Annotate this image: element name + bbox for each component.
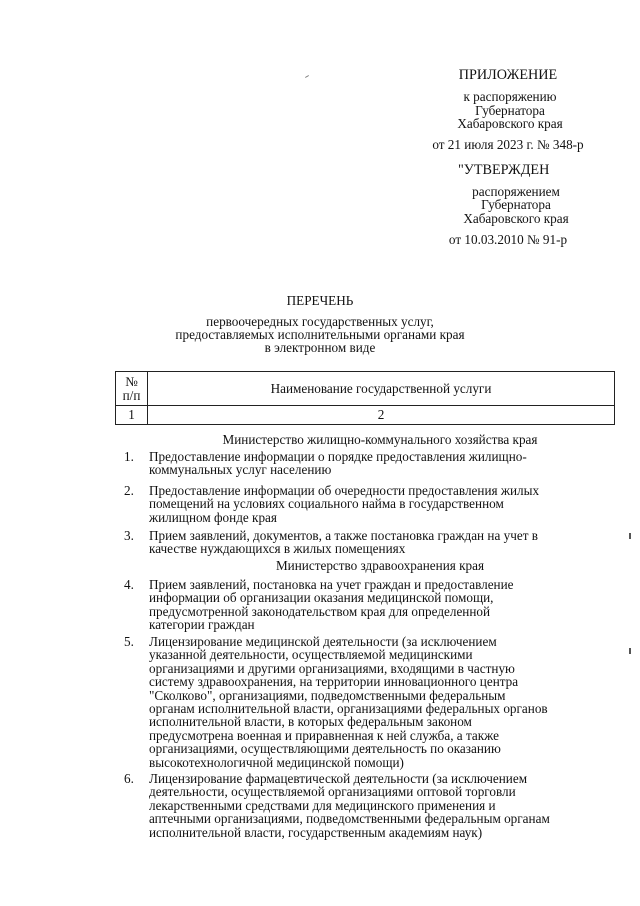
appendix-line: Хабаровского края bbox=[457, 116, 563, 131]
item-line: Предоставление информации об очередности предоставления жилых bbox=[149, 483, 540, 498]
col-number-header bbox=[116, 372, 148, 406]
item-text bbox=[149, 450, 614, 477]
section-heading: Министерство жилищно-коммунального хозяйства края bbox=[222, 432, 538, 447]
scan-mark bbox=[629, 533, 631, 539]
approved-line: распоряжением bbox=[472, 184, 560, 199]
item-line: организациями, осуществляющими деятельность по оказанию bbox=[149, 741, 501, 757]
document-title: ПЕРЕЧЕНЬ bbox=[286, 293, 354, 308]
appendix-date: от 21 июля 2023 г. № 348-р bbox=[432, 137, 584, 152]
item-line: систему здравоохранения, на территории инновационного центра bbox=[149, 674, 519, 690]
item-number: 6. bbox=[124, 771, 134, 786]
item-line: исполнительной власти, в которых федеральным законом bbox=[149, 714, 472, 730]
item-line: качестве нуждающихся в жилых помещениях bbox=[149, 541, 406, 557]
document-subtitle-line: первоочередных государственных услуг, bbox=[206, 314, 434, 329]
item-line: жилищном фонде края bbox=[149, 509, 277, 525]
item-line: организациями и другими организациями, входящими в частную bbox=[149, 660, 515, 676]
item-text bbox=[149, 484, 614, 524]
section-heading: Министерство здравоохранения края bbox=[275, 558, 485, 573]
appendix-line: к распоряжению bbox=[463, 89, 557, 104]
item-line: "Сколково", организациями, подведомственными федеральным bbox=[149, 687, 506, 703]
item-line: аптечными организациями, подведомственными федеральным органам bbox=[149, 811, 550, 827]
document-subtitle-line: предоставляемых исполнительными органами края bbox=[175, 327, 465, 342]
item-line: коммунальных услуг населению bbox=[149, 462, 332, 478]
item-number: 1. bbox=[124, 449, 134, 464]
item-line: Лицензирование медицинской деятельности (за исключением bbox=[149, 634, 497, 649]
item-line: Прием заявлений, постановка на учет граждан и предоставление bbox=[149, 577, 514, 592]
services-table-header bbox=[115, 371, 615, 425]
item-text bbox=[149, 635, 614, 769]
item-number: 4. bbox=[124, 577, 134, 592]
item-line: предусмотренной законодательством края для определенной bbox=[149, 603, 491, 619]
item-line: помещений на условиях социального найма в государственном bbox=[149, 496, 504, 512]
item-number: 3. bbox=[124, 528, 134, 543]
item-line: лекарственными средствами для медицинского применения и bbox=[149, 797, 496, 813]
item-line: высокотехнологичной медицинской помощи) bbox=[149, 754, 404, 770]
col-number-abbr: п/п bbox=[122, 387, 141, 403]
approved-title: "УТВЕРЖДЕН bbox=[458, 162, 550, 178]
item-line: органам исполнительной власти, организациями федеральных органов bbox=[149, 701, 548, 717]
scan-mark bbox=[305, 75, 309, 78]
document-subtitle-line: в электронном виде bbox=[264, 340, 376, 355]
col-number-symbol: № bbox=[125, 374, 138, 390]
item-line: указанной деятельности, осуществляемой медицинскими bbox=[149, 647, 473, 663]
item-line: Лицензирование фармацевтической деятельности (за исключением bbox=[149, 771, 528, 786]
item-line: категории граждан bbox=[149, 617, 255, 633]
item-line: предусмотрена военная и приравненная к ней служба, а также bbox=[149, 727, 499, 743]
approved-date: от 10.03.2010 № 91-р bbox=[448, 232, 568, 247]
item-text bbox=[149, 578, 614, 632]
item-line: деятельности, осуществляемой организациями оптовой торговли bbox=[149, 784, 516, 800]
item-line: Предоставление информации о порядке предоставления жилищно- bbox=[149, 449, 527, 464]
item-line: Прием заявлений, документов, а также постановка граждан на учет в bbox=[149, 528, 538, 543]
col-service-name-header: Наименование государственной услуги bbox=[148, 372, 615, 406]
approved-line: Хабаровского края bbox=[463, 211, 569, 226]
approved-line: Губернатора bbox=[481, 197, 551, 212]
item-number: 2. bbox=[124, 483, 134, 498]
item-text bbox=[149, 529, 614, 556]
appendix-title: ПРИЛОЖЕНИЕ bbox=[458, 67, 558, 83]
item-text bbox=[149, 772, 614, 839]
col-index-cell: 2 bbox=[148, 406, 615, 425]
col-index-cell: 1 bbox=[116, 406, 148, 425]
item-line: исполнительной власти, государственным академиям наук) bbox=[149, 824, 483, 840]
item-number: 5. bbox=[124, 634, 134, 649]
scan-mark bbox=[629, 648, 631, 654]
appendix-line: Губернатора bbox=[475, 103, 545, 118]
item-line: информации об организации оказания медицинской помощи, bbox=[149, 590, 494, 606]
